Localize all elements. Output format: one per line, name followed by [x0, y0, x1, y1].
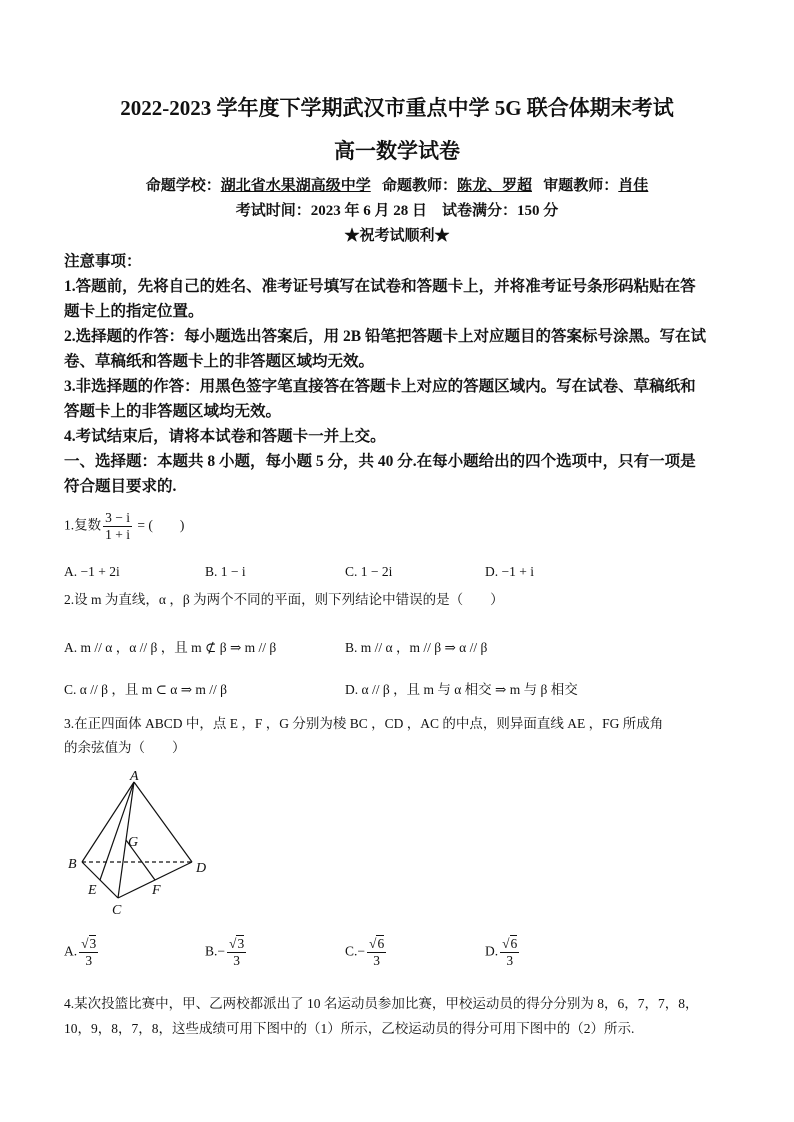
exam-time: 考试时间：2023 年 6 月 28 日 试卷满分：150 分 [235, 203, 559, 219]
q2-option-c: C. α // β ，且 m ⊂ α ⇒ m // β [64, 682, 228, 697]
note-line: 2.选择题的作答：每小题选出答案后，用 2B 铅笔把答题卡上对应题目的答案标号涂黑。写在试 [64, 328, 706, 345]
q1-option-c: C. 1 − 2i [345, 564, 393, 579]
good-luck: ★祝考试顺利★ [344, 228, 450, 244]
note-line: 答题卡上的非答题区域均无效。 [64, 403, 282, 420]
label-c: C [112, 903, 122, 918]
note-line: 题卡上的指定位置。 [64, 303, 204, 320]
q2-option-d: D. α // β ，且 m 与 α 相交 ⇒ m 与 β 相交 [345, 682, 578, 697]
q3-option-c: C.− $\frac{√6}{3}$ [345, 936, 385, 968]
edge-ab [82, 782, 134, 862]
question-1: 1.复数 $\frac{3 - i}{1 + i}$ = ( ) [64, 510, 185, 542]
q3-option-b: B.− $\frac{√3}{3}$ [205, 936, 245, 968]
question-4: 4.某次投篮比赛中，甲、乙两校都派出了 10 名运动员参加比赛，甲校运动员的得分分别为 8，6，7，7，8， [64, 996, 699, 1011]
note-line: 4.考试结束后，请将本试卷和答题卡一并上交。 [64, 428, 386, 445]
exam-authors: 命题学校：湖北省水果湖高级中学 命题教师：陈龙、罗超 审题教师：肖佳 [145, 178, 649, 194]
section-heading: 一、选择题：本题共 8 小题，每小题 5 分，共 40 分.在每小题给出的四个选项中，只有一项是 [64, 453, 696, 470]
question-2: 2.设 m 为直线，α ，β 为两个不同的平面，则下列结论中错误的是（ ） [64, 592, 504, 607]
label-d: D [196, 861, 207, 876]
question-4-cont: 10，9，8，7，8，这些成绩可用下图中的（1）所示，乙校运动员的得分可用下图中的（2）所示. [64, 1021, 635, 1036]
q1-option-d: D. −1 + i [485, 564, 534, 579]
exam-title: 2022-2023 学年度下学期武汉市重点中学 5G 联合体期末考试 [120, 96, 674, 120]
q3-option-d: D. $\frac{√6}{3}$ [485, 936, 518, 968]
question-3: 3.在正四面体 ABCD 中，点 E ，F ，G 分别为棱 BC ，CD ，AC 的中点，则异面直线 AE ，FG 所成角 [64, 716, 664, 731]
q2-option-a: A. m // α ，α // β ，且 m ⊄ β ⇒ m // β [64, 640, 277, 655]
q3-option-a: A. $\frac{√3}{3}$ [64, 936, 97, 968]
exam-subtitle: 高一数学试卷 [334, 139, 460, 163]
school-name: 湖北省水果湖高级中学 [220, 178, 371, 194]
segment-ae [100, 782, 134, 880]
note-line: 1.答题前，先将自己的姓名、准考证号填写在试卷和答题卡上，并将准考证号条形码粘贴在答 [64, 278, 696, 295]
edge-ad [134, 782, 192, 862]
q2-option-b: B. m // α ，m // β ⇒ α // β [345, 640, 488, 655]
notes-heading: 注意事项： [64, 253, 142, 270]
note-line: 3.非选择题的作答：用黑色签字笔直接答在答题卡上对应的答题区域内。写在试卷、草稿纸和 [64, 378, 696, 395]
tetrahedron-figure [60, 768, 220, 918]
q1-fraction: $\frac{3 - i}{1 + i}$ [105, 510, 130, 542]
section-heading-cont: 符合题目要求的. [64, 478, 177, 495]
label-e: E [88, 883, 97, 898]
label-g: G [128, 835, 139, 850]
note-line: 卷、草稿纸和答题卡上的非答题区域均无效。 [64, 353, 375, 370]
question-3-cont: 的余弦值为（ ） [64, 740, 186, 755]
q1-option-a: A. −1 + 2i [64, 564, 120, 579]
reviewer-name: 肖佳 [618, 178, 649, 194]
label-f: F [152, 883, 161, 898]
label-b: B [68, 857, 77, 872]
label-a: A [130, 769, 139, 784]
teacher-names: 陈龙、罗超 [457, 178, 533, 194]
q1-option-b: B. 1 − i [205, 564, 246, 579]
